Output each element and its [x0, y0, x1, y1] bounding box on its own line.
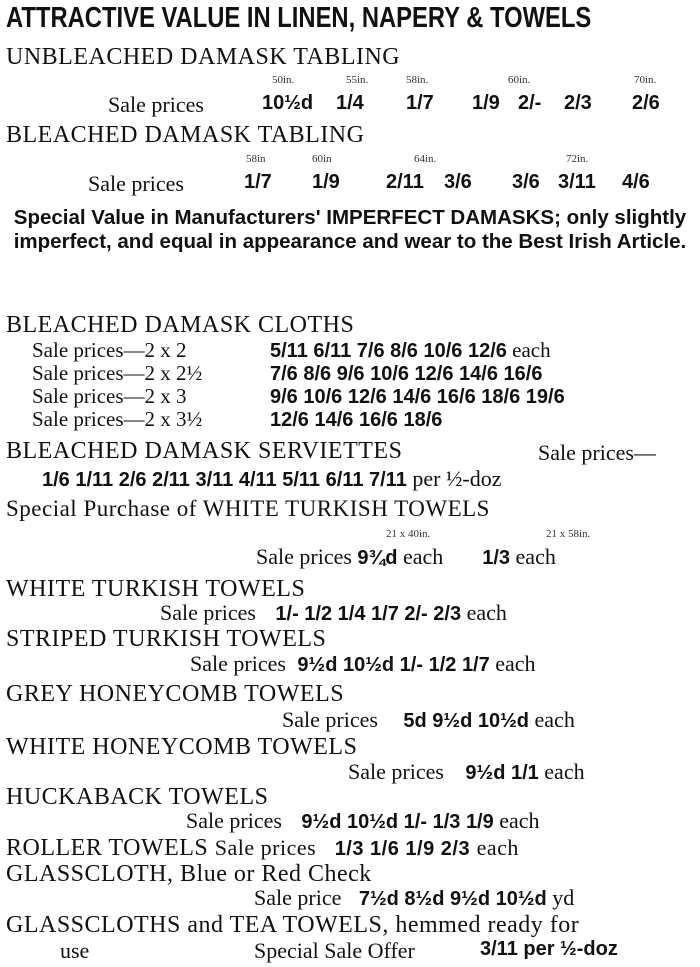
sale-prices-label: Sale prices — [214, 835, 317, 860]
price: 2/6 — [632, 92, 660, 114]
price: 4/6 — [622, 171, 650, 193]
cloths-row-prices: 12/6 14/6 16/6 18/6 — [270, 409, 443, 431]
each-label: each — [534, 707, 575, 732]
price: 1/9 — [312, 171, 340, 193]
cloths-row-label: Sale prices—2 x 2½ — [32, 361, 203, 385]
prices: 7½d 8½d 9½d 10½d — [358, 888, 547, 910]
cloths-row-prices: 5/11 6/11 7/6 8/6 10/6 12/6 — [270, 340, 507, 362]
cloths-title: BLEACHED DAMASK CLOTHS — [6, 312, 355, 338]
prices: 1/- 1/2 1/4 1/7 2/- 2/3 — [275, 603, 462, 625]
yd-label: yd — [552, 885, 575, 910]
headline: ATTRACTIVE VALUE IN LINEN, NAPERY & TOWELS — [6, 2, 592, 34]
size-label: 21 x 40in. — [386, 528, 431, 540]
unbleached-tabling-title: UNBLEACHED DAMASK TABLING — [6, 44, 401, 70]
each-label: each — [495, 651, 536, 676]
striped-turkish-prices — [190, 651, 700, 677]
serviettes-prices-row — [42, 466, 700, 492]
special-sale-offer-label: Special Sale Offer — [254, 938, 415, 963]
price: 1/9 — [472, 92, 500, 114]
sale-prices-label: Sale prices — [108, 92, 204, 117]
size-label: 60in — [312, 153, 332, 165]
size-label: 60in. — [508, 74, 531, 86]
roller-towels-title: ROLLER TOWELS — [6, 835, 209, 861]
serviettes-title: BLEACHED DAMASK SERVIETTES — [6, 438, 403, 464]
each-label: each — [544, 759, 585, 784]
prices: 3/11 per ½-doz — [480, 938, 618, 960]
prices: 5d 9½d 10½d — [403, 710, 530, 732]
roller-towels-row — [6, 835, 700, 862]
striped-turkish-title: STRIPED TURKISH TOWELS — [6, 626, 327, 652]
price: 3/11 — [558, 171, 596, 193]
price: 2/3 — [564, 92, 592, 114]
sale-prices-label: Sale prices — [88, 171, 184, 196]
cloths-row — [32, 407, 700, 432]
cloths-row — [32, 361, 700, 386]
cloths-row-prices: 9/6 10/6 12/6 14/6 16/6 18/6 19/6 — [270, 386, 565, 408]
price: 1/7 — [406, 92, 434, 114]
cloths-row-label: Sale prices—2 x 3½ — [32, 407, 203, 431]
cloths-row-label: Sale prices—2 x 2 — [32, 338, 187, 362]
special-turkish-prices — [256, 544, 700, 570]
cloths-row — [32, 338, 700, 363]
unbleached-tabling-prices — [108, 92, 700, 118]
size-label: 21 x 58in. — [546, 528, 591, 540]
sale-prices-label: Sale prices — [160, 600, 256, 625]
glasscloth-prices — [254, 885, 700, 911]
sale-prices-label: Sale prices — [186, 808, 282, 833]
white-honeycomb-prices — [348, 759, 700, 785]
price: 9¾d — [357, 547, 398, 569]
tea-towels-title-cont: use — [60, 938, 90, 963]
size-label: 72in. — [566, 153, 589, 165]
cloths-row-prices: 7/6 8/6 9/6 10/6 12/6 14/6 16/6 — [270, 363, 543, 385]
serviettes-prices: 1/6 1/11 2/6 2/11 3/11 4/11 5/11 6/11 7/11 — [42, 469, 407, 491]
serviettes-sale-label: Sale prices— — [538, 440, 656, 465]
price: 2/11 — [386, 171, 424, 193]
grey-honeycomb-title: GREY HONEYCOMB TOWELS — [6, 681, 345, 707]
price: 3/6 — [512, 171, 540, 193]
each-label: each — [512, 338, 551, 362]
size-label: 58in — [246, 153, 266, 165]
price: 1/7 — [244, 171, 272, 193]
white-turkish-title: WHITE TURKISH TOWELS — [6, 576, 306, 602]
price: 1/4 — [336, 92, 364, 114]
size-label: 64in. — [414, 153, 437, 165]
per-half-dozen-label: per ½-doz — [412, 466, 502, 491]
grey-honeycomb-prices — [282, 707, 700, 733]
prices: 9½d 10½d 1/- 1/3 1/9 — [301, 811, 494, 833]
huckaback-prices — [186, 808, 700, 834]
size-label: 55in. — [346, 74, 369, 86]
each-label: each — [515, 544, 556, 569]
price: 10½d — [262, 92, 314, 114]
prices: 1/3 1/6 1/9 2/3 — [334, 838, 471, 860]
each-label: each — [402, 544, 444, 569]
special-turkish-title: Special Purchase of WHITE TURKISH TOWELS — [6, 496, 490, 521]
imperfect-damasks-notice: Special Value in Manufacturers' IMPERFECT DAMASKS; only slightly imperfect, and equal in appearance and wear to the Best Irish Article. — [13, 206, 687, 253]
sale-price-label: Sale price — [254, 885, 342, 910]
price: 1/3 — [482, 547, 511, 569]
cloths-row-label: Sale prices—2 x 3 — [32, 384, 187, 408]
sale-prices-label: Sale prices — [256, 544, 352, 569]
bleached-tabling-title: BLEACHED DAMASK TABLING — [6, 122, 365, 148]
each-label: each — [499, 808, 540, 833]
cloths-row — [32, 384, 700, 409]
size-label: 50in. — [272, 74, 295, 86]
each-label: each — [466, 600, 507, 625]
white-honeycomb-title: WHITE HONEYCOMB TOWELS — [6, 734, 358, 760]
price: 2/- — [518, 92, 542, 114]
each-label: each — [476, 835, 519, 860]
size-label: 58in. — [406, 74, 429, 86]
white-turkish-prices — [160, 600, 700, 626]
prices: 9½d 1/1 — [465, 762, 539, 784]
size-label: 70in. — [634, 74, 657, 86]
prices: 9½d 10½d 1/- 1/2 1/7 — [297, 654, 490, 676]
sale-prices-label: Sale prices — [282, 707, 378, 732]
sale-prices-label: Sale prices — [190, 651, 286, 676]
price: 3/6 — [444, 171, 472, 193]
huckaback-title: HUCKABACK TOWELS — [6, 784, 269, 810]
sale-prices-label: Sale prices — [348, 759, 444, 784]
glasscloth-title: GLASSCLOTH, Blue or Red Check — [6, 861, 372, 887]
bleached-tabling-prices — [88, 171, 700, 197]
tea-towels-offer — [60, 938, 700, 964]
tea-towels-title: GLASSCLOTHS and TEA TOWELS, hemmed ready for — [6, 912, 580, 938]
